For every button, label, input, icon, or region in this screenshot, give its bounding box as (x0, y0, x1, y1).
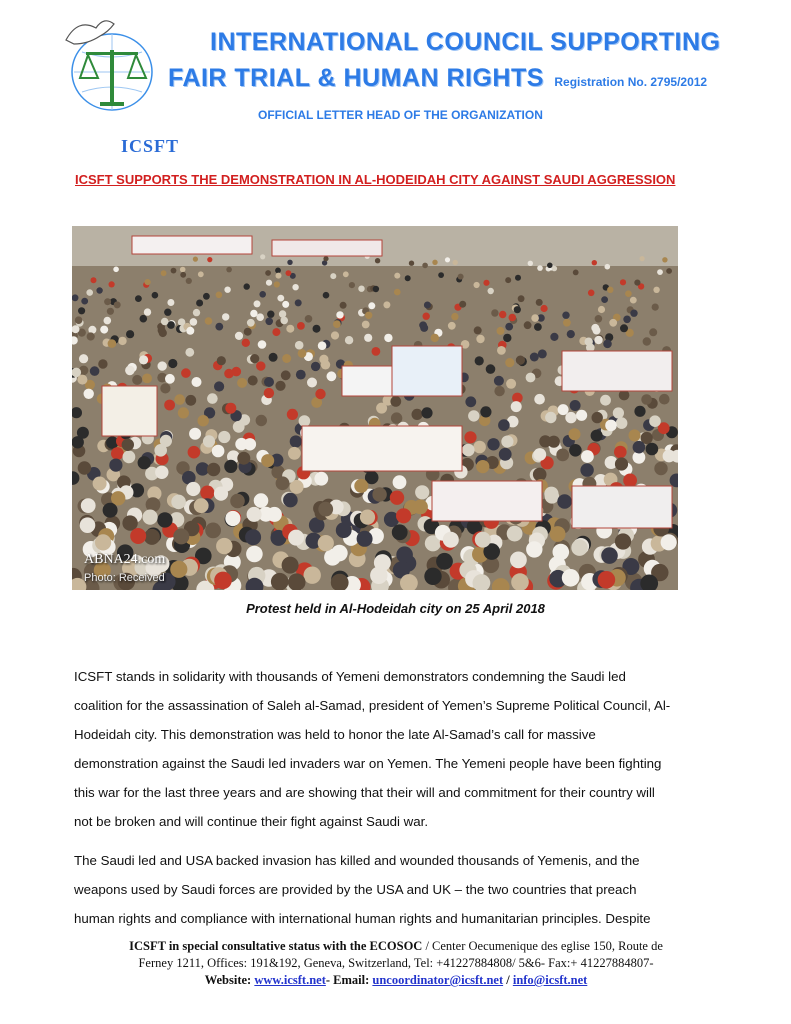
registration-number: Registration No. 2795/2012 (554, 75, 708, 89)
footer-line-2: Ferney 1211, Offices: 191&192, Geneva, Switzerland, Tel: +41227884808/ 5&6- Fax:+ 41227884807- (138, 956, 654, 970)
organization-name-line1: INTERNATIONAL COUNCIL SUPPORTING (210, 28, 721, 56)
email-link-coordinator[interactable]: uncoordinator@icsft.net (372, 973, 504, 987)
article-headline: ICSFT SUPPORTS THE DEMONSTRATION IN AL-HODEIDAH CITY AGAINST SAUDI AGGRESSION (75, 172, 676, 187)
body-paragraph-1 (74, 662, 724, 836)
protest-photo (72, 226, 678, 590)
logo-text: ICSFT (120, 136, 179, 156)
organization-logo (52, 10, 179, 156)
text-line: ICSFT stands in solidarity with thousands of Yemeni demonstrators condemning the Saudi led (74, 669, 626, 684)
website-label: Website: (204, 973, 255, 987)
text-line: The Saudi led and USA backed invasion has killed and wounded thousands of Yemenis, and the (74, 853, 640, 868)
text-line: this war for the last three years and are showing that their will and commitment for their country will (74, 785, 655, 800)
address-part-1: / Center Oecumenique des eglise 150, Route de (422, 939, 663, 953)
text-line: coalition for the assassination of Saleh al-Samad, president of Yemen’s Supreme Political Council, Al- (74, 698, 671, 713)
photo-caption: Protest held in Al-Hodeidah city on 25 April 2018 (246, 601, 545, 616)
consultative-status: ICSFT in special consultative status with the ECOSOC (129, 939, 423, 953)
footer-line-1 (60, 938, 732, 955)
text-line: not be broken and will continue their fight against Saudi war. (74, 814, 429, 829)
letterhead-footer (60, 938, 732, 989)
organization-name-line2-text: FAIR TRIAL & HUMAN RIGHTS (168, 64, 544, 92)
email-label: - Email: (325, 973, 373, 987)
letterhead-label: OFFICIAL LETTER HEAD OF THE ORGANIZATION (258, 108, 543, 122)
footer-line-3 (60, 972, 732, 989)
email-link-info[interactable]: info@icsft.net (512, 973, 588, 987)
text-line: demonstration against the Saudi led invaders war on Yemen. The Yemeni people have been fighting (74, 756, 662, 771)
website-link[interactable]: www.icsft.net (254, 973, 326, 987)
body-paragraph-2 (74, 846, 724, 933)
crowd-image (72, 226, 678, 590)
scales-dove-logo-icon (52, 10, 160, 128)
email-separator: / (503, 973, 513, 987)
text-line: human rights and compliance with international human rights and humanitarian principles. Despite (74, 911, 651, 926)
text-line: Hodeidah city. This demonstration was held to honor the late Al-Samad’s call for massive (74, 727, 596, 742)
photo-watermark: ABNA24.com (84, 552, 166, 567)
text-line: weapons used by Saudi forces are provided by the USA and UK – the two countries that preach (74, 882, 637, 897)
organization-name-line2 (168, 64, 707, 93)
photo-credit: Photo: Received (84, 572, 165, 584)
